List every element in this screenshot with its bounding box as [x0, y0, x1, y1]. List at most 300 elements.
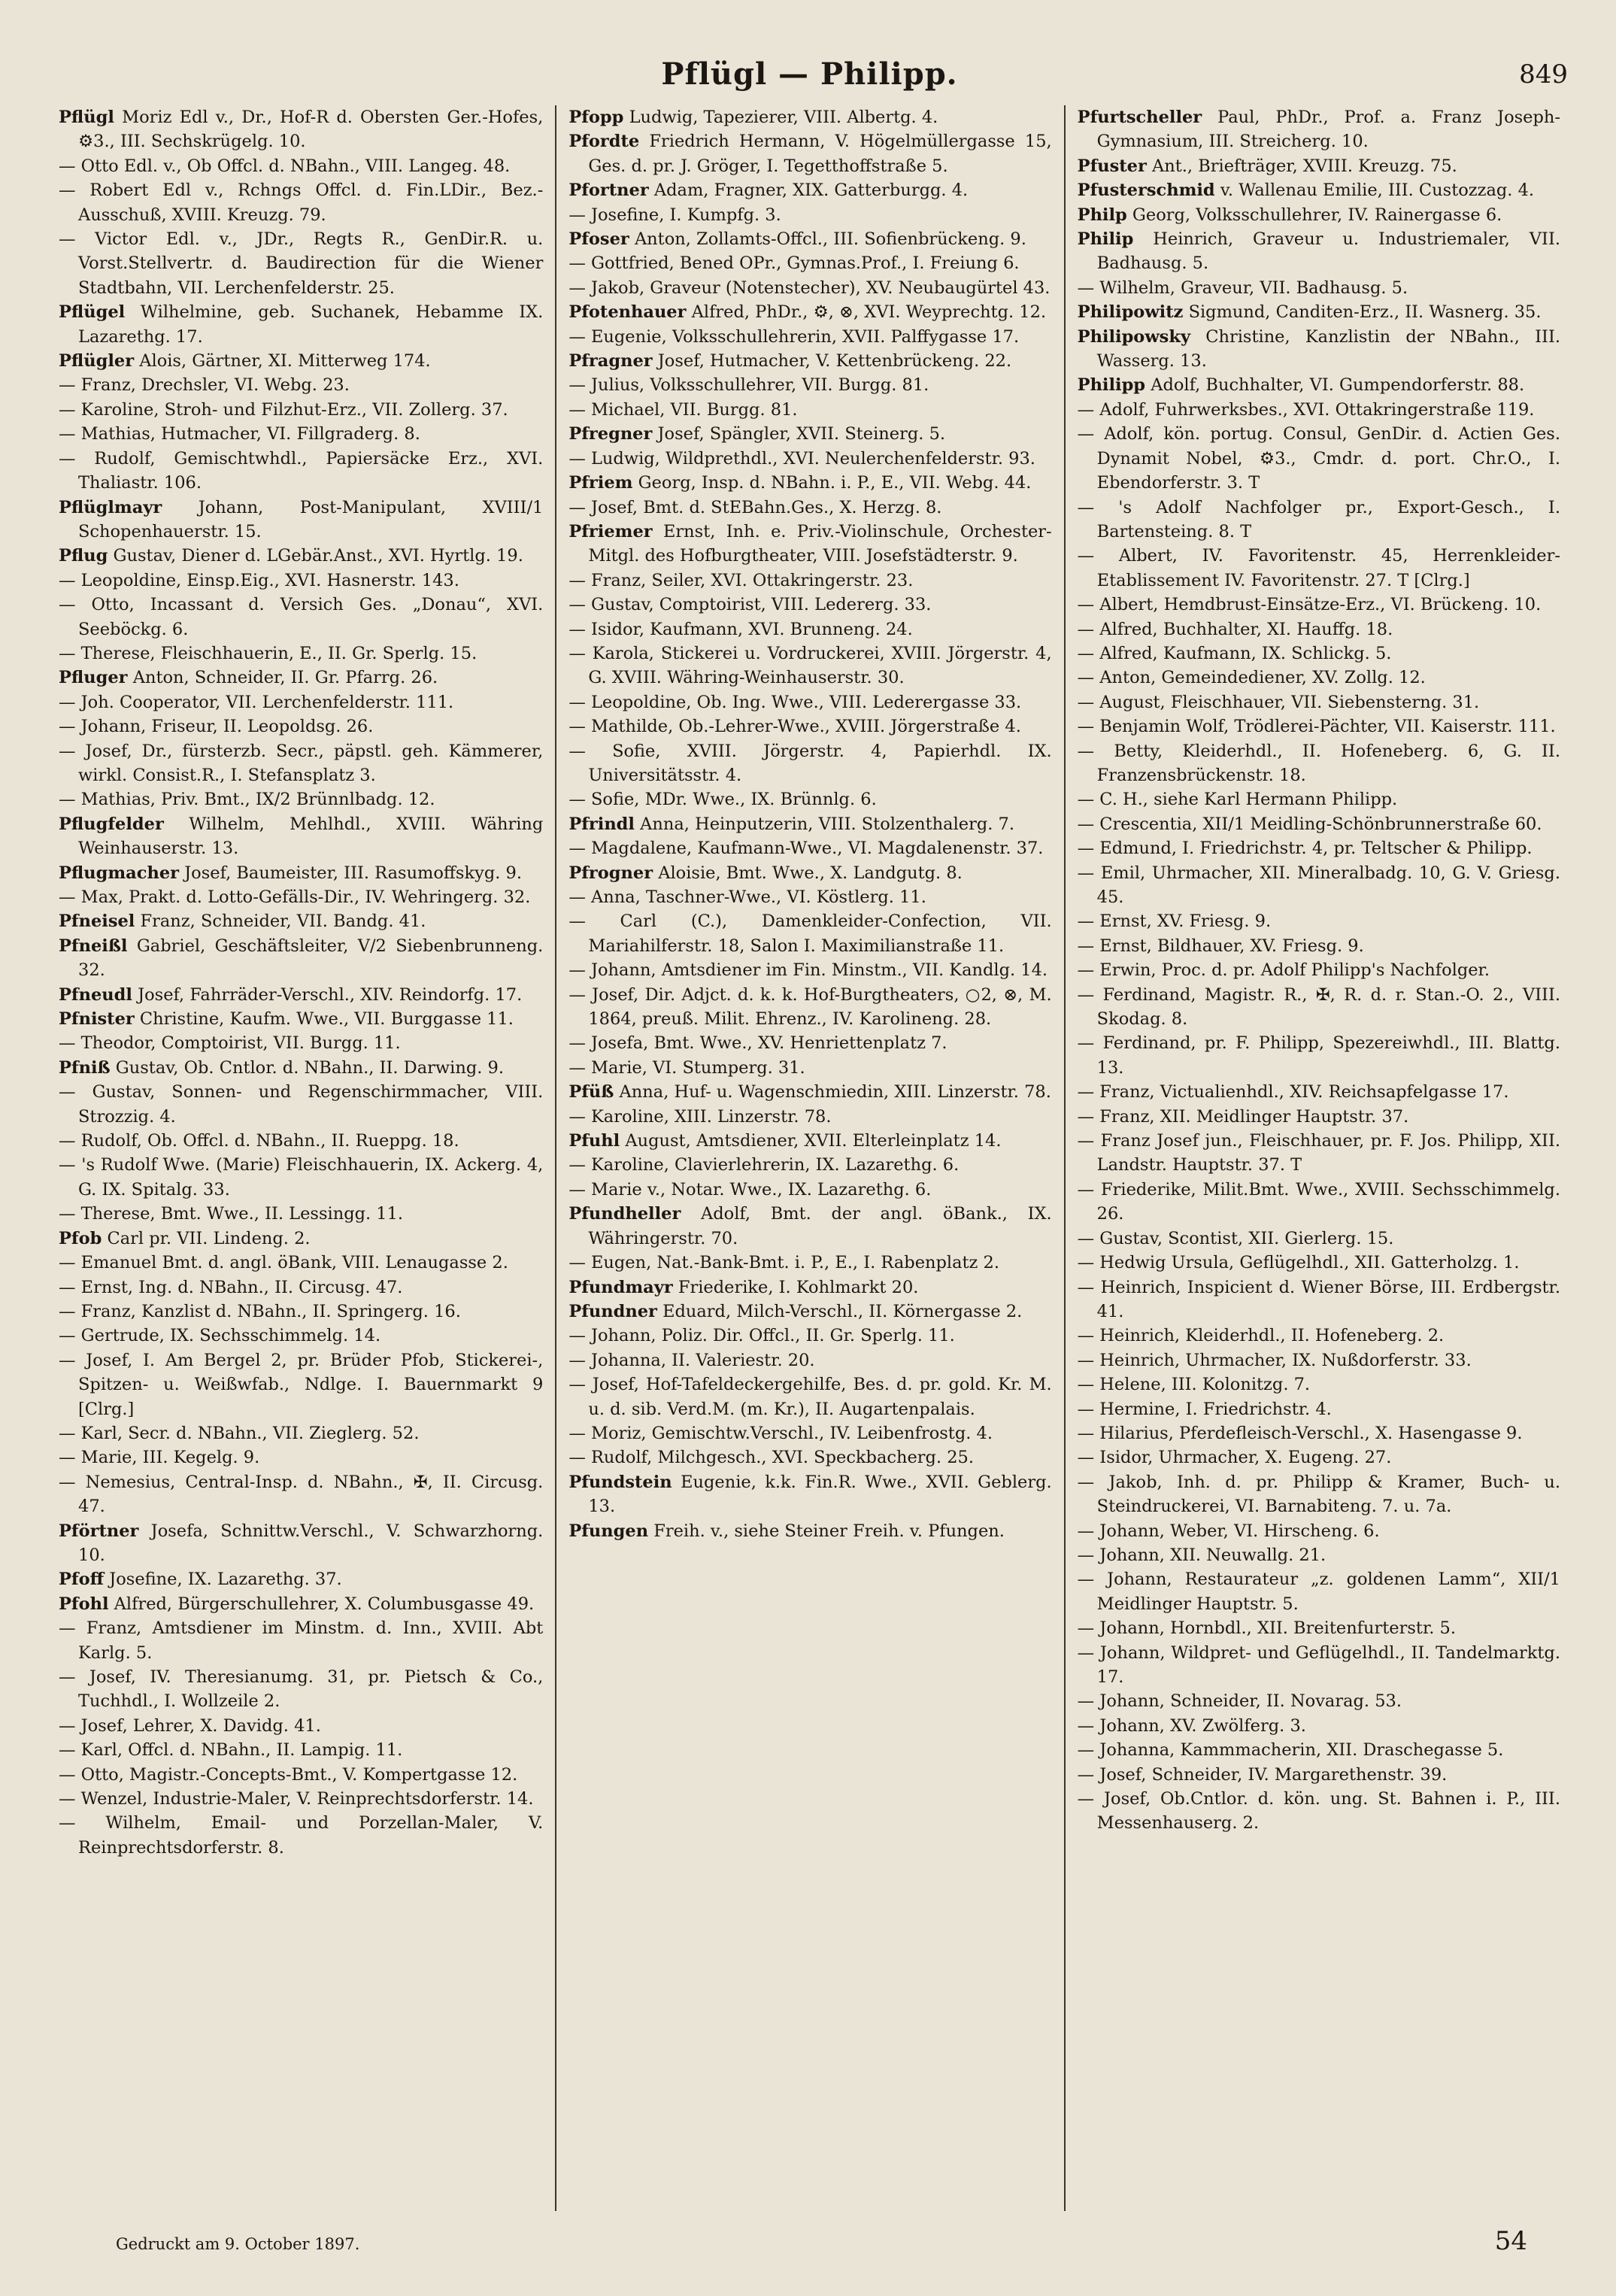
entry-text: v. Wallenau Emilie, III. Custozzag. 4. [1220, 180, 1535, 201]
entry-text: Josef, Spängler, XVII. Steinerg. 5. [657, 424, 946, 444]
entry-text: — Josef, Lehrer, X. Davidg. 41. [59, 1715, 321, 1736]
entry-text: — Leopoldine, Einsp.Eig., XVI. Hasnerstr. 143. [59, 570, 459, 590]
directory-entry [1078, 1372, 1560, 1397]
entry-text: — Ludwig, Wildprethdl., XVI. Neulerchenfelderstr. 93. [568, 448, 1035, 469]
directory-entry [59, 690, 543, 714]
entry-text: — Theodor, Comptoirist, VII. Burgg. 11. [59, 1033, 401, 1054]
entry-text: — Albert, IV. Favoritenstr. 45, Herrenkleider-Etablissement IV. Favoritenstr. 27. T [Clrg.] [1077, 546, 1560, 590]
entry-text: — Nemesius, Central-Insp. d. NBahn., ✠, II. Circusg. 47. [59, 1472, 544, 1517]
directory-entry [568, 276, 1051, 300]
directory-entry [1078, 276, 1560, 300]
directory-entry [568, 398, 1051, 422]
entry-text: — Hilarius, Pferdefleisch-Verschl., X. Hasengasse 9. [1077, 1423, 1523, 1443]
directory-entry [1078, 1178, 1560, 1227]
entry-text: Anna, Heinputzerin, VIII. Stolzenthalerg. 7. [640, 814, 1015, 834]
entry-text: — Marie, VI. Stumperg. 31. [568, 1057, 805, 1078]
directory-entry [1078, 1689, 1560, 1713]
entry-text: — Karl, Offcl. d. NBahn., II. Lampig. 11. [59, 1740, 403, 1761]
entry-text: — Gustav, Sonnen- und Regenschirmmacher, VIII. Strozzig. 4. [59, 1082, 544, 1127]
directory-entry [568, 373, 1051, 397]
entry-surname: Pfneisel [59, 911, 135, 932]
directory-entry [568, 812, 1051, 836]
directory-entry [1078, 1227, 1560, 1251]
entry-text: — Isidor, Uhrmacher, X. Eugeng. 27. [1077, 1448, 1392, 1468]
entry-text: — Friederike, Milit.Bmt. Wwe., XVIII. Sechsschimmelg. 26. [1077, 1179, 1560, 1224]
directory-entry [59, 105, 543, 154]
entry-surname: Pfnister [59, 1009, 135, 1030]
directory-entry [568, 251, 1051, 275]
entry-surname: Pfob [59, 1228, 102, 1248]
directory-entry [1078, 787, 1560, 811]
entry-text: — Ernst, Ing. d. NBahn., II. Circusg. 47. [59, 1277, 403, 1297]
entry-surname: Pfrindl [568, 814, 635, 834]
entry-surname: Pfundheller [568, 1204, 681, 1224]
directory-entry [568, 520, 1051, 569]
directory-entry [1078, 398, 1560, 422]
entry-text: — Moriz, Gemischtw.Verschl., IV. Leibenfrostg. 4. [568, 1423, 993, 1443]
directory-entry [568, 105, 1051, 129]
entry-surname: Pfundmayr [568, 1277, 673, 1297]
directory-entry [568, 1153, 1051, 1177]
entry-text: — Franz, Victualienhdl., XIV. Reichsapfelgasse 17. [1077, 1082, 1509, 1103]
entry-text: — Josef, Ob.Cntlor. d. kön. ung. St. Bahnen i. P., III. Messenhauserg. 2. [1077, 1789, 1560, 1833]
directory-entry [59, 178, 543, 227]
entry-surname: Philipowsky [1077, 326, 1191, 347]
directory-entry [59, 739, 543, 788]
entry-text: — Michael, VII. Burgg. 81. [568, 399, 798, 420]
entry-surname: Pförtner [59, 1521, 139, 1541]
entry-text: Alois, Gärtner, XI. Mitterweg 174. [139, 351, 431, 372]
entry-text: — Anna, Taschner-Wwe., VI. Köstlerg. 11. [568, 887, 926, 907]
directory-entry [59, 1592, 543, 1616]
entry-text: — Josef, Schneider, IV. Margarethenstr. 39. [1077, 1764, 1448, 1785]
directory-entry [568, 471, 1051, 495]
entry-surname: Pfortner [568, 180, 649, 201]
directory-entry [568, 1324, 1051, 1348]
entry-text: — Josef, I. Am Bergel 2, pr. Brüder Pfob, Stickerei-, Spitzen- u. Weißwfab., Ndlge. I. Bauernmarkt 9 [Clrg.] [59, 1350, 544, 1419]
directory-entry [1078, 1470, 1560, 1519]
directory-entry [1078, 1738, 1560, 1762]
directory-entry [59, 1421, 543, 1445]
directory-entry [1078, 1251, 1560, 1275]
directory-entry [1078, 1397, 1560, 1421]
entry-text: August, Amtsdiener, XVII. Elterleinplatz 14. [625, 1131, 1002, 1151]
directory-entry [568, 1300, 1051, 1324]
entry-text: — Rudolf, Milchgesch., XVI. Speckbacherg. 25. [568, 1448, 975, 1468]
entry-text: — Josef, Bmt. d. StEBahn.Ges., X. Herzg. 8. [568, 497, 942, 517]
entry-text: Georg, Insp. d. NBahn. i. P., E., VII. Webg. 44. [638, 473, 1032, 493]
directory-entry [59, 885, 543, 909]
entry-surname: Pflüglmayr [59, 497, 162, 517]
directory-entry [1078, 983, 1560, 1032]
directory-entry [568, 1178, 1051, 1202]
entry-text: — Erwin, Proc. d. pr. Adolf Philipp's Nachfolger. [1077, 960, 1490, 981]
directory-entry [1078, 1543, 1560, 1567]
entry-text: — Ferdinand, pr. F. Philipp, Spezereiwhdl., III. Blattg. 13. [1077, 1033, 1560, 1078]
entry-surname: Pflugfelder [59, 814, 164, 834]
entry-text: Wilhelmine, geb. Suchanek, Hebamme IX. Lazarethg. 17. [78, 302, 544, 347]
entry-surname: Pfusterschmid [1077, 180, 1215, 201]
directory-entry [568, 1031, 1051, 1055]
entry-text: — Edmund, I. Friedrichstr. 4, pr. Teltscher & Philipp. [1077, 839, 1533, 859]
entry-text: — Johann, Amtsdiener im Fin. Minstm., VII. Kandlg. 14. [568, 960, 1048, 981]
directory-entry [568, 1251, 1051, 1275]
directory-entry [1078, 178, 1560, 202]
directory-entry [59, 1811, 543, 1860]
directory-entry [1078, 1787, 1560, 1836]
directory-entry [59, 934, 543, 983]
entry-text: Carl pr. VII. Lindeng. 2. [107, 1228, 311, 1248]
directory-entry [568, 1129, 1051, 1153]
entry-text: Gustav, Ob. Cntlor. d. NBahn., II. Darwing. 9. [115, 1057, 505, 1078]
entry-surname: Pfneißl [59, 936, 128, 956]
directory-entry [59, 447, 543, 496]
entry-text: — Sofie, MDr. Wwe., IX. Brünnlg. 6. [568, 790, 877, 810]
entry-text: — Johann, Schneider, II. Novarag. 53. [1077, 1691, 1402, 1712]
directory-entry [59, 1007, 543, 1031]
directory-entry [1078, 861, 1560, 910]
directory-entry [59, 641, 543, 666]
entry-text: — Josef, Dr., fürsterzb. Secr., päpstl. geh. Kämmerer, wirkl. Consist.R., I. Stefansplatz 3. [59, 741, 544, 785]
directory-entry [1078, 1348, 1560, 1372]
entry-surname: Philp [1077, 205, 1127, 225]
entry-text: — Crescentia, XII/1 Meidling-Schönbrunnerstraße 60. [1077, 814, 1542, 834]
directory-entry [59, 544, 543, 568]
entry-text: — 's Adolf Nachfolger pr., Export-Gesch., I. Bartensteing. 8. T [1077, 497, 1560, 541]
entry-text: Friederike, I. Kohlmarkt 20. [678, 1277, 919, 1297]
entry-surname: Pfüß [568, 1082, 614, 1103]
entry-text: — Ernst, XV. Friesg. 9. [1077, 911, 1272, 932]
entry-text: Anton, Schneider, II. Gr. Pfarrg. 26. [132, 668, 438, 688]
entry-text: — Magdalene, Kaufmann-Wwe., VI. Magdalenenstr. 37. [568, 839, 1044, 859]
entry-text: — Marie, III. Kegelg. 9. [59, 1448, 260, 1468]
entry-text: — Gustav, Comptoirist, VIII. Ledererg. 33. [568, 595, 932, 615]
directory-entry [568, 885, 1051, 909]
entry-surname: Pfniß [59, 1057, 111, 1078]
directory-entry [1078, 1567, 1560, 1616]
directory-entry [1078, 300, 1560, 324]
entry-text: — Mathilde, Ob.-Lehrer-Wwe., XVIII. Jörgerstraße 4. [568, 717, 1021, 737]
directory-entry [568, 861, 1051, 885]
entry-text: Heinrich, Graveur u. Industriemaler, VII. Badhausg. 5. [1096, 229, 1560, 274]
entry-text: — Heinrich, Inspicient d. Wiener Börse, III. Erdbergstr. 41. [1077, 1277, 1560, 1321]
entry-text: — Heinrich, Kleiderhdl., II. Hofeneberg. 2. [1077, 1326, 1445, 1346]
entry-text: Christine, Kaufm. Wwe., VII. Burggasse 11. [139, 1009, 514, 1030]
entry-text: Freih. v., siehe Steiner Freih. v. Pfungen. [653, 1521, 1005, 1541]
entry-text: — Johann, Restaurateur „z. goldenen Lamm“, XII/1 Meidlinger Hauptstr. 5. [1077, 1570, 1560, 1614]
entry-text: — Therese, Fleischhauerin, E., II. Gr. Sperlg. 15. [59, 643, 478, 663]
page-header [47, 51, 1572, 98]
directory-entry [59, 1202, 543, 1226]
entry-text: — Eugenie, Volksschullehrerin, XVII. Palffygasse 17. [568, 326, 1020, 347]
entry-text: — C. H., siehe Karl Hermann Philipp. [1077, 790, 1398, 810]
entry-text: — Jakob, Inh. d. pr. Philipp & Kramer, Buch- u. Steindruckerei, VI. Barnabiteng. 7. u. 7a. [1077, 1472, 1560, 1517]
directory-entry [59, 1153, 543, 1202]
entry-text: — Adolf, Fuhrwerksbes., XVI. Ottakringerstraße 119. [1077, 399, 1535, 420]
entry-surname: Pfragner [568, 351, 653, 372]
entry-text: — Wilhelm, Email- und Porzellan-Maler, V. Reinprechtsdorferstr. 8. [59, 1813, 544, 1858]
directory-entry [1078, 544, 1560, 593]
entry-text: — Johanna, Kammmacherin, XII. Draschegasse 5. [1077, 1740, 1504, 1761]
entry-text: — Eugen, Nat.-Bank-Bmt. i. P., E., I. Rabenplatz 2. [568, 1253, 1000, 1273]
column-2 [555, 105, 1063, 2211]
directory-entry [568, 1056, 1051, 1080]
directory-entry [59, 1665, 543, 1714]
directory-entry [59, 1056, 543, 1080]
directory-entry [59, 666, 543, 690]
entry-text: Georg, Volksschullehrer, IV. Rainergasse 6. [1132, 205, 1502, 225]
entry-text: Josef, Hutmacher, V. Kettenbrückeng. 22. [657, 351, 1012, 372]
entry-text: Ludwig, Tapezierer, VIII. Albertg. 4. [629, 108, 938, 127]
entry-surname: Pfluger [59, 668, 128, 688]
entry-text: — Heinrich, Uhrmacher, IX. Nußdorferstr. 33. [1077, 1350, 1472, 1370]
directory-entry [59, 714, 543, 739]
page-title: Pflügl — Philipp. [661, 56, 958, 92]
entry-surname: Pfundner [568, 1301, 657, 1321]
directory-entry [59, 496, 543, 544]
entry-text: — Benjamin Wolf, Trödlerei-Pächter, VII. Kaiserstr. 111. [1077, 717, 1556, 737]
entry-text: Anton, Zollamts-Offcl., III. Sofienbrückeng. 9. [634, 229, 1026, 250]
entry-text: — Helene, III. Kolonitzg. 7. [1077, 1375, 1311, 1395]
entry-text: — Johann, XII. Neuwallg. 21. [1077, 1545, 1326, 1565]
directory-entry [568, 739, 1051, 788]
entry-text: — Franz, Kanzlist d. NBahn., II. Springerg. 16. [59, 1301, 461, 1321]
entry-text: Ernst, Inh. e. Priv.-Violinschule, Orchester-Mitgl. des Hofburgtheater, VIII. Josefstädterstr. 9. [588, 521, 1052, 566]
directory-entry [59, 1275, 543, 1300]
directory-entry [1078, 934, 1560, 958]
entry-surname: Pfohl [59, 1594, 109, 1614]
directory-entry [1078, 1763, 1560, 1787]
entry-text: — Jakob, Graveur (Notenstecher), XV. Neubaugürtel 43. [568, 278, 1051, 298]
directory-entry [568, 1519, 1051, 1543]
entry-text: — Karoline, Stroh- und Filzhut-Erz., VII. Zollerg. 37. [59, 399, 508, 420]
directory-entry [1078, 1080, 1560, 1104]
entry-text: — Wenzel, Industrie-Maler, V. Reinprechtsdorferstr. 14. [59, 1789, 534, 1809]
entry-text: — Robert Edl v., Rchngs Offcl. d. Fin.LDir., Bez.-Ausschuß, XVIII. Kreuzg. 79. [59, 180, 544, 225]
entry-surname: Philipp [1077, 375, 1146, 396]
entry-text: — Franz Josef jun., Fleischhauer, pr. F. Jos. Philipp, XII. Landstr. Hauptstr. 37. T [1077, 1131, 1560, 1175]
directory-entry [568, 909, 1051, 958]
entry-text: Adolf, Bmt. der angl. öBank., IX. Währingerstr. 70. [588, 1204, 1052, 1248]
entry-text: — Mathias, Hutmacher, VI. Fillgraderg. 8. [59, 424, 420, 444]
directory-columns [47, 105, 1572, 2211]
directory-entry [568, 617, 1051, 641]
entry-text: — Therese, Bmt. Wwe., II. Lessingg. 11. [59, 1204, 404, 1224]
page-number: 849 [1519, 59, 1568, 89]
directory-entry [59, 154, 543, 178]
directory-entry [1078, 1129, 1560, 1178]
entry-text: — Otto, Incassant d. Versich Ges. „Donau“, XVI. Seeböckg. 6. [59, 595, 544, 639]
directory-entry [59, 787, 543, 811]
directory-entry [1078, 1616, 1560, 1640]
directory-entry [1078, 325, 1560, 374]
entry-surname: Pflugmacher [59, 863, 179, 883]
directory-entry [568, 983, 1051, 1032]
directory-entry [59, 422, 543, 446]
entry-text: — Sofie, XVIII. Jörgerstr. 4, Papierhdl. IX. Universitätsstr. 4. [568, 741, 1052, 785]
entry-text: Ant., Briefträger, XVIII. Kreuzg. 75. [1152, 156, 1457, 176]
directory-entry [1078, 1714, 1560, 1738]
directory-entry [59, 909, 543, 933]
column-1 [47, 105, 555, 2211]
entry-text: Friedrich Hermann, V. Högelmüllergasse 15, Ges. d. pr. J. Gröger, I. Tegetthoffstraße 5. [588, 132, 1052, 176]
entry-text: — Franz, Drechsler, VI. Webg. 23. [59, 375, 350, 396]
entry-text: — Max, Prakt. d. Lotto-Gefälls-Dir., IV. Wehringerg. 32. [59, 887, 531, 907]
entry-text: — Johann, Weber, VI. Hirscheng. 6. [1077, 1521, 1380, 1541]
directory-entry [59, 1519, 543, 1568]
entry-surname: Philipowitz [1077, 302, 1184, 323]
directory-entry [568, 1372, 1051, 1421]
entry-text: — Karola, Stickerei u. Vordruckerei, XVIII. Jörgerstr. 4, G. XVIII. Währing-Weinhauserstr. 30. [568, 643, 1052, 688]
entry-surname: Pfordte [568, 132, 640, 152]
directory-entry [1078, 203, 1560, 227]
directory-entry [1078, 666, 1560, 690]
entry-text: — Carl (C.), Damenkleider-Confection, VII. Mariahilferstr. 18, Salon I. Maximilianstraße 11. [568, 911, 1052, 956]
entry-text: — Franz, Seiler, XVI. Ottakringerstr. 23. [568, 570, 914, 590]
entry-text: Eduard, Milch-Verschl., II. Körnergasse 2. [662, 1301, 1023, 1321]
directory-entry [59, 1031, 543, 1055]
entry-text: — Wilhelm, Graveur, VII. Badhausg. 5. [1077, 278, 1408, 298]
entry-text: — Albert, Hemdbrust-Einsätze-Erz., VI. Brückeng. 10. [1077, 595, 1542, 615]
directory-entry [1078, 1519, 1560, 1543]
entry-text: — Josef, Dir. Adjct. d. k. k. Hof-Burgtheaters, ○2, ⊗, M. 1864, preuß. Milit. Ehrenz., IV. Karolineng. 28. [568, 984, 1052, 1030]
directory-entry [1078, 836, 1560, 860]
entry-text: — Otto, Magistr.-Concepts-Bmt., V. Kompertgasse 12. [59, 1764, 518, 1785]
entry-text: — Ernst, Bildhauer, XV. Friesg. 9. [1077, 936, 1364, 956]
directory-entry [59, 1080, 543, 1129]
entry-text: Josef, Fahrräder-Verschl., XIV. Reindorfg. 17. [138, 984, 523, 1005]
directory-entry [59, 1129, 543, 1153]
entry-surname: Pfuster [1077, 156, 1147, 176]
entry-text: — August, Fleischhauer, VII. Siebensterng. 31. [1077, 692, 1480, 712]
entry-text: Josef, Baumeister, III. Rasumoffskyg. 9. [184, 863, 522, 883]
entry-text: — Karoline, XIII. Linzerstr. 78. [568, 1106, 832, 1127]
directory-entry [568, 690, 1051, 714]
entry-text: — Betty, Kleiderhdl., II. Hofeneberg. 6, G. II. Franzensbrückenstr. 18. [1077, 741, 1560, 785]
directory-entry [59, 1616, 543, 1665]
directory-entry [59, 861, 543, 885]
entry-surname: Pflug [59, 546, 108, 566]
entry-text: — Marie v., Notar. Wwe., IX. Lazarethg. 6. [568, 1179, 932, 1200]
directory-entry [1078, 690, 1560, 714]
directory-entry [568, 1105, 1051, 1129]
directory-entry [568, 496, 1051, 520]
entry-text: Eugenie, k.k. Fin.R. Wwe., XVII. Geblerg. 13. [588, 1472, 1052, 1517]
entry-text: — Josefa, Bmt. Wwe., XV. Henriettenplatz 7. [568, 1033, 947, 1054]
directory-entry [59, 1763, 543, 1787]
directory-entry [59, 1787, 543, 1811]
directory-entry [59, 349, 543, 373]
directory-entry [59, 1470, 543, 1519]
entry-text: — Ferdinand, Magistr. R., ✠, R. d. r. Stan.-O. 2., VIII. Skodag. 8. [1077, 984, 1560, 1030]
directory-entry [1078, 154, 1560, 178]
entry-text: — Josefine, I. Kumpfg. 3. [568, 205, 781, 225]
directory-entry [568, 1470, 1051, 1519]
entry-surname: Pfregner [568, 424, 653, 444]
directory-entry [568, 178, 1051, 202]
entry-text: — Emanuel Bmt. d. angl. öBank, VIII. Lenaugasse 2. [59, 1253, 508, 1273]
entry-text: Aloisie, Bmt. Wwe., X. Landgutg. 8. [658, 863, 963, 883]
directory-entry [568, 787, 1051, 811]
directory-entry [59, 1445, 543, 1470]
entry-text: Franz, Schneider, VII. Bandg. 41. [140, 911, 426, 932]
entry-text: — Johann, XV. Zwölferg. 3. [1077, 1715, 1306, 1736]
entry-text: — Josef, IV. Theresianumg. 31, pr. Pietsch & Co., Tuchhdl., I. Wollzeile 2. [59, 1667, 544, 1712]
directory-entry [568, 422, 1051, 446]
entry-text: Josefa, Schnittw.Verschl., V. Schwarzhorng. 10. [78, 1521, 544, 1565]
directory-entry [1078, 1031, 1560, 1080]
print-date: Gedruckt am 9. October 1897. [116, 2235, 360, 2253]
entry-text: — Franz, Amtsdiener im Minstm. d. Inn., XVIII. Abt Karlg. 5. [59, 1618, 544, 1663]
directory-entry [59, 1251, 543, 1275]
directory-entry [1078, 593, 1560, 617]
entry-text: — Anton, Gemeindediener, XV. Zollg. 12. [1077, 668, 1426, 688]
entry-surname: Pflügl [59, 108, 114, 127]
directory-entry [1078, 373, 1560, 397]
directory-entry [568, 349, 1051, 373]
directory-entry [1078, 422, 1560, 495]
directory-entry [59, 300, 543, 349]
entry-text: Anna, Huf- u. Wagenschmiedin, XIII. Linzerstr. 78. [619, 1082, 1051, 1103]
entry-text: — Isidor, Kaufmann, XVI. Brunneng. 24. [568, 619, 913, 639]
entry-text: — Johann, Poliz. Dir. Offcl., II. Gr. Sperlg. 11. [568, 1326, 955, 1346]
entry-surname: Pfrogner [568, 863, 653, 883]
entry-surname: Pfoff [59, 1570, 105, 1590]
directory-entry [59, 1348, 543, 1421]
entry-text: — Gustav, Scontist, XII. Gierlerg. 15. [1077, 1228, 1394, 1248]
entry-text: — Emil, Uhrmacher, XII. Mineralbadg. 10, G. V. Griesg. 45. [1077, 863, 1560, 907]
directory-entry [568, 325, 1051, 349]
directory-entry [59, 593, 543, 641]
directory-entry [568, 129, 1051, 178]
directory-entry [1078, 714, 1560, 739]
directory-entry [59, 1324, 543, 1348]
sheet-number: 54 [1494, 2226, 1527, 2256]
entry-text: — Mathias, Priv. Bmt., IX/2 Brünnlbadg. 12. [59, 790, 435, 810]
directory-entry [568, 1348, 1051, 1372]
directory-entry [59, 1567, 543, 1591]
entry-text: — Otto Edl. v., Ob Offcl. d. NBahn., VIII. Langeg. 48. [59, 156, 511, 176]
directory-entry [1078, 496, 1560, 544]
directory-entry [1078, 617, 1560, 641]
entry-text: — Johann, Wildpret- und Geflügelhdl., II. Tandelmarktg. 17. [1077, 1642, 1560, 1687]
entry-text: — Julius, Volksschullehrer, VII. Burgg. 81. [568, 375, 929, 396]
entry-text: Moriz Edl v., Dr., Hof-R d. Obersten Ger.-Hofes, ⚙3., III. Sechskrügelg. 10. [78, 108, 544, 152]
directory-entry [568, 447, 1051, 471]
entry-surname: Philip [1077, 229, 1134, 250]
directory-entry [568, 593, 1051, 617]
entry-text: — Adolf, kön. portug. Consul, GenDir. d. Actien Ges. Dynamit Nobel, ⚙3., Cmdr. d. port. Chr.O., I. Ebendorferstr. 3. T [1077, 424, 1560, 493]
entry-surname: Pfotenhauer [568, 302, 687, 323]
entry-text: Gustav, Diener d. LGebär.Anst., XVI. Hyrtlg. 19. [113, 546, 523, 566]
entry-text: — Johanna, II. Valeriestr. 20. [568, 1350, 815, 1370]
directory-entry [568, 300, 1051, 324]
directory-entry [59, 1227, 543, 1251]
entry-surname: Pfuhl [568, 1131, 620, 1151]
page-footer [47, 2226, 1572, 2271]
entry-text: Johann, Post-Manipulant, XVIII/1 Schopenhauerstr. 15. [78, 497, 544, 541]
directory-entry [568, 1275, 1051, 1300]
entry-surname: Pflügler [59, 351, 135, 372]
entry-text: Gabriel, Geschäftsleiter, V/2 Siebenbrunneng. 32. [78, 936, 544, 981]
directory-entry [1078, 1421, 1560, 1445]
entry-text: — 's Rudolf Wwe. (Marie) Fleischhauerin, IX. Ackerg. 4, G. IX. Spitalg. 33. [59, 1155, 544, 1200]
directory-entry [1078, 1641, 1560, 1690]
entry-surname: Pfopp [568, 108, 624, 127]
directory-entry [59, 1300, 543, 1324]
entry-surname: Pflügel [59, 302, 126, 323]
entry-text: — Johann, Friseur, II. Leopoldsg. 26. [59, 717, 374, 737]
